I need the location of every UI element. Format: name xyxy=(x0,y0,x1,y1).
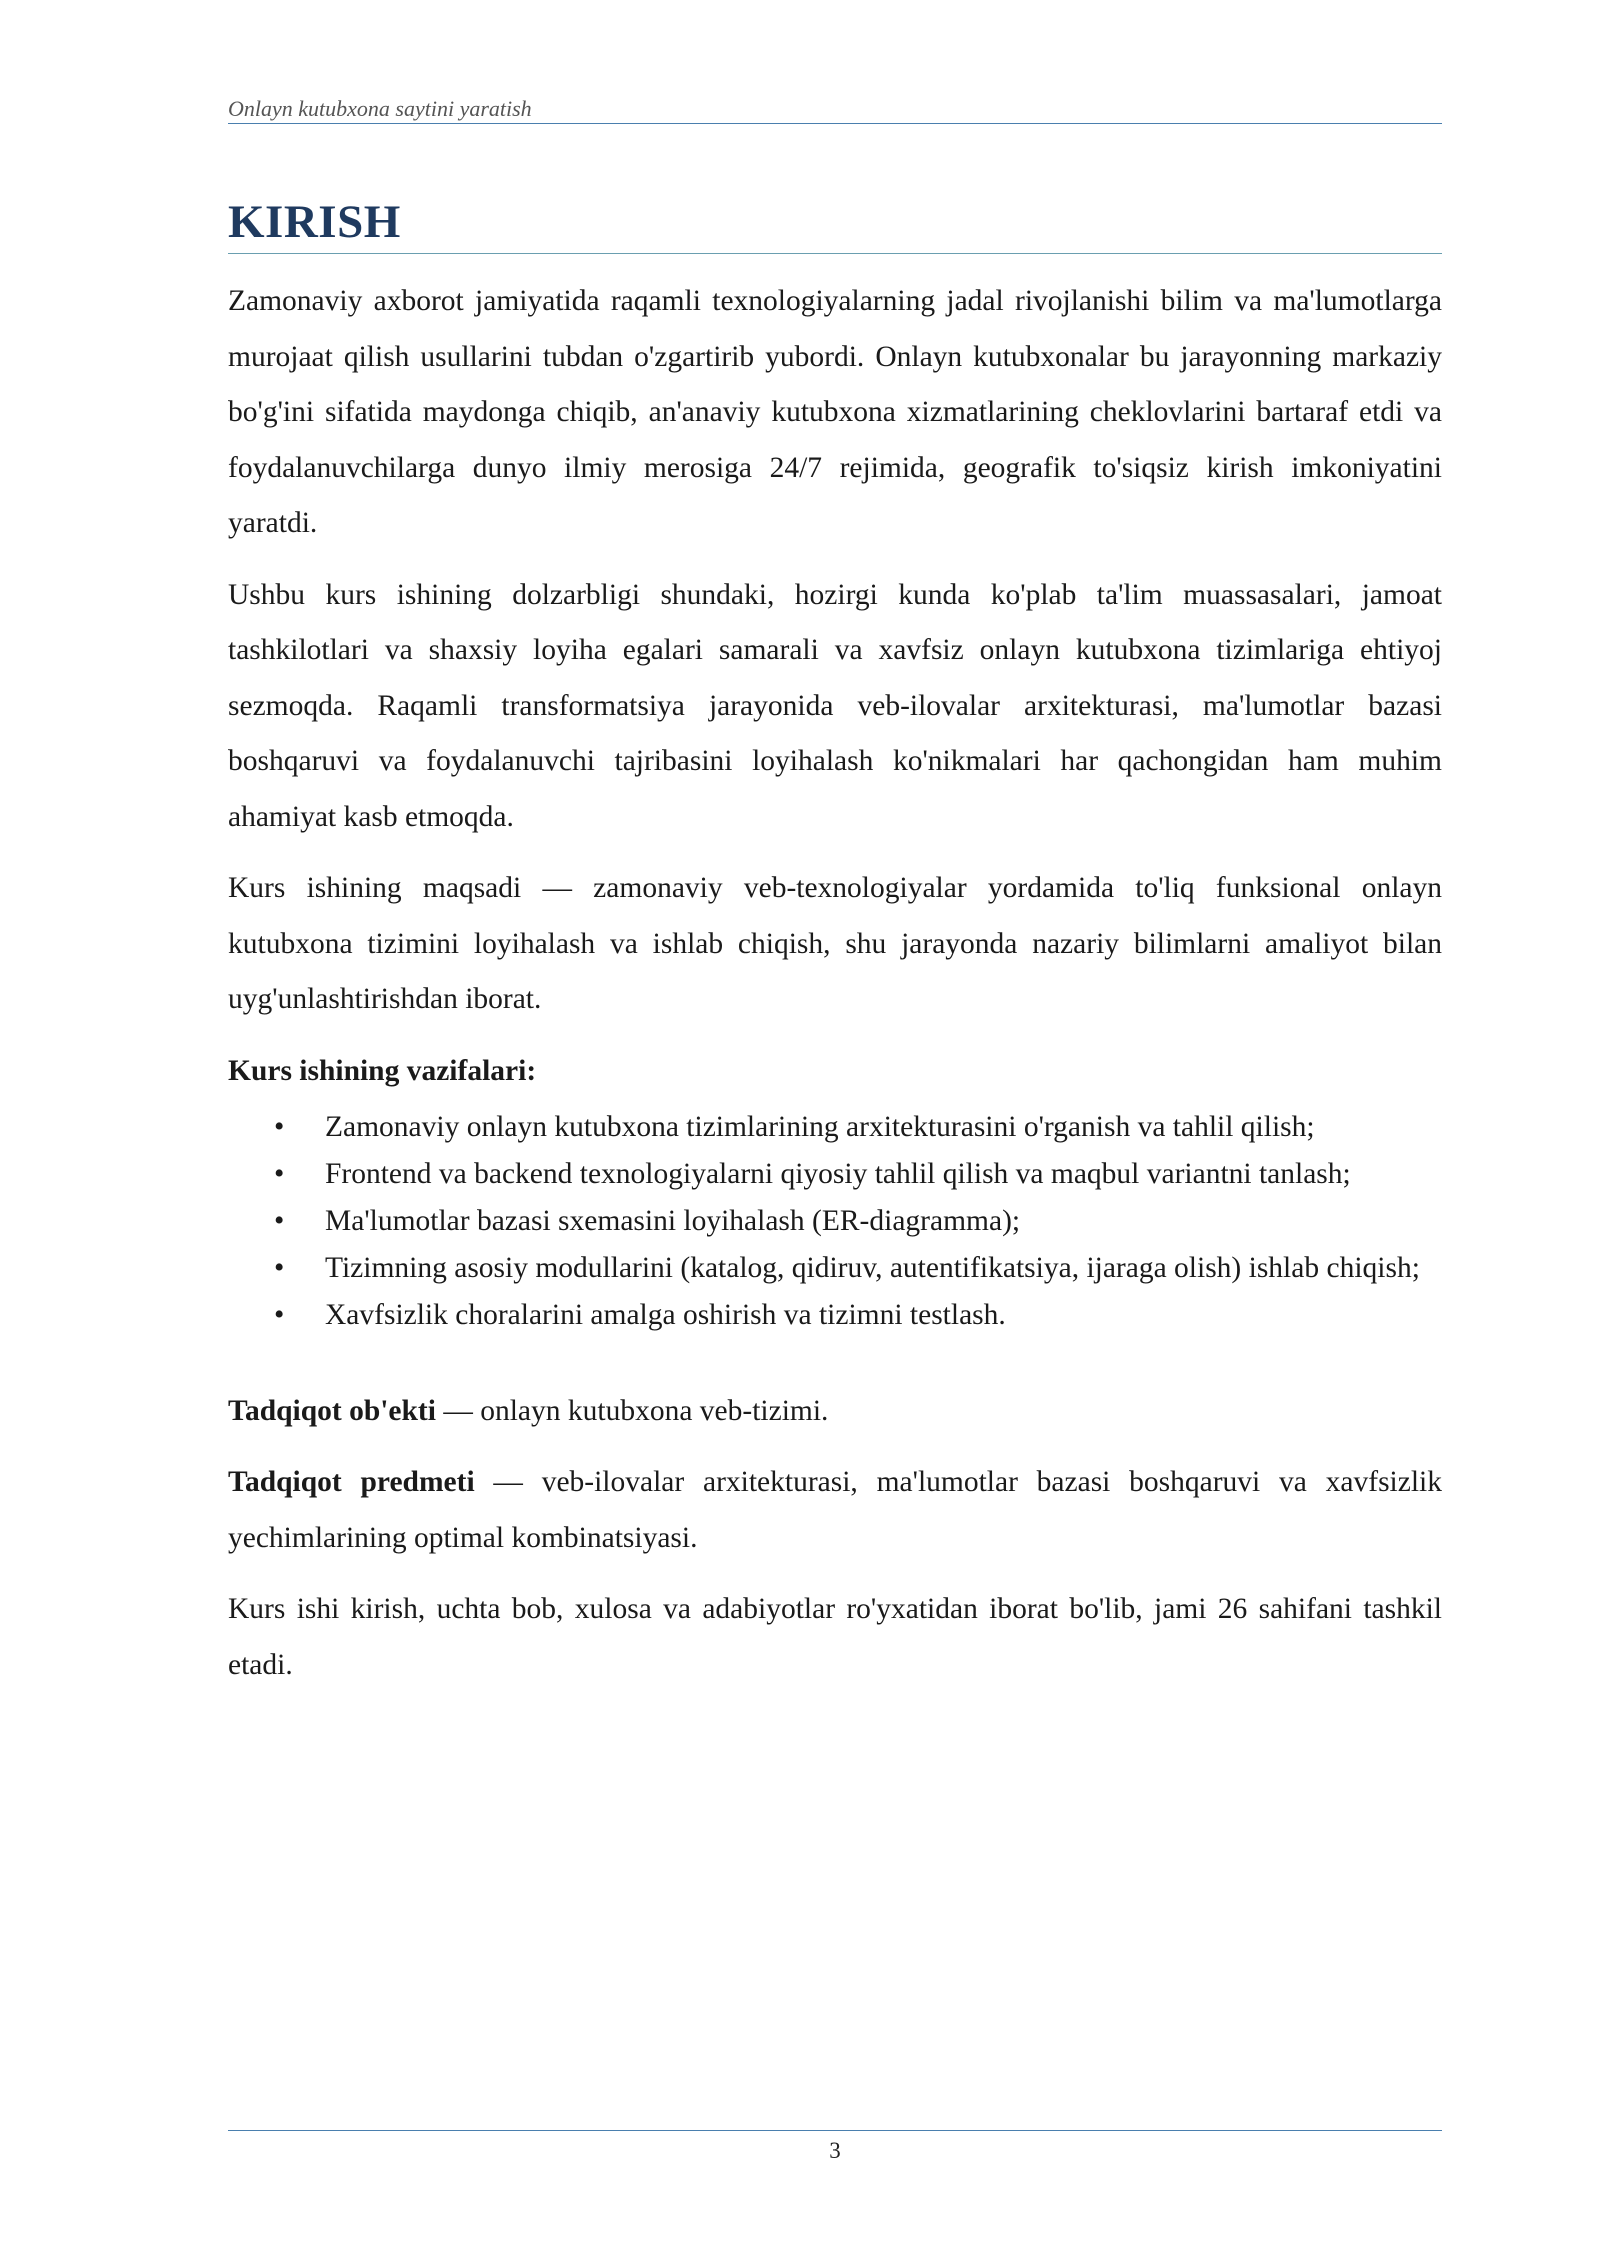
header-rule xyxy=(228,123,1442,124)
list-item xyxy=(228,1156,1442,1193)
list-item xyxy=(228,1203,1442,1240)
paragraph-goal: Kurs ishining maqsadi — zamonaviy veb-texnologiyalar yordamida to'liq funksional onlayn kutubxona tizimini loyihalash va ishlab chiqish, shu jarayonda nazariy bilimlarni amaliyot bilan uyg'unlashtirishdan iborat. xyxy=(228,872,1442,1015)
bullet-icon: • xyxy=(274,1298,285,1331)
bullet-icon: • xyxy=(274,1157,285,1190)
task-list xyxy=(228,1109,1442,1334)
list-item xyxy=(228,1297,1442,1334)
list-item-text: Zamonaviy onlayn kutubxona tizimlarining arxitekturasini o'rganish va tahlil qilish; xyxy=(325,1110,1315,1143)
list-item-text: Xavfsizlik choralarini amalga oshirish va tizimni testlash. xyxy=(325,1298,1006,1331)
list-item xyxy=(228,1109,1442,1146)
list-item xyxy=(228,1250,1442,1287)
list-item-text: Frontend va backend texnologiyalarni qiyosiy tahlil qilish va maqbul variantni tanlash; xyxy=(325,1157,1351,1190)
paragraph-intro: Zamonaviy axborot jamiyatida raqamli texnologiyalarning jadal rivojlanishi bilim va ma'lumotlarga murojaat qilish usullarini tubdan o'zgartirib yubordi. Onlayn kutubxonalar bu jarayonning markaziy bo'g'ini sifatida maydonga chiqib, an'anaviy kutubxona xizmatlarining cheklovlarini bartaraf etdi va foydalanuvchilarga dunyo ilmiy merosiga 24/7 rejimida, geografik to'siqsiz kirish imkoniyatini yaratdi. xyxy=(228,285,1442,539)
document-body xyxy=(228,274,1442,1709)
bullet-icon: • xyxy=(274,1204,285,1237)
tasks-title: Kurs ishining vazifalari: xyxy=(228,1054,537,1087)
research-object-text: — onlayn kutubxona veb-tizimi. xyxy=(435,1394,829,1427)
research-subject-label: Tadqiqot predmeti xyxy=(228,1466,475,1498)
running-header: Onlayn kutubxona saytini yaratish xyxy=(228,96,532,121)
bullet-icon: • xyxy=(274,1251,285,1284)
research-object-label: Tadqiqot ob'ekti xyxy=(228,1394,436,1427)
footer-rule xyxy=(228,2130,1442,2131)
paragraph-research-subject xyxy=(228,1455,1442,1566)
paragraph-structure: Kurs ishi kirish, uchta bob, xulosa va adabiyotlar ro'yxatidan iborat bo'lib, jami 26 sahifani tashkil etadi. xyxy=(228,1593,1442,1681)
page-number: 3 xyxy=(829,2138,841,2163)
list-item-text: Tizimning asosiy modullarini (katalog, qidiruv, autentifikatsiya, ijaraga olish) ishlab chiqish; xyxy=(325,1251,1420,1284)
section-heading: KIRISH xyxy=(228,196,401,248)
paragraph-research-object xyxy=(228,1384,1442,1440)
list-item-text: Ma'lumotlar bazasi sxemasini loyihalash (ER-diagramma); xyxy=(325,1204,1021,1237)
research-subject-text: — veb-ilovalar arxitekturasi, ma'lumotlar bazasi boshqaruvi va xavfsizlik yechimlarining optimal kombinatsiyasi. xyxy=(228,1466,1442,1554)
bullet-icon: • xyxy=(274,1110,285,1143)
heading-rule xyxy=(228,253,1442,254)
paragraph-relevance: Ushbu kurs ishining dolzarbligi shundaki, hozirgi kunda ko'plab ta'lim muassasalari, jamoat tashkilotlari va shaxsiy loyiha egalari samarali va xavfsiz onlayn kutubxona tizimlariga ehtiyoj sezmoqda. Raqamli transformatsiya jarayonida veb-ilovalar arxitekturasi, ma'lumotlar bazasi boshqaruvi va foydalanuvchi tajribasini loyihalash ko'nikmalari har qachongidan ham muhim ahamiyat kasb etmoqda. xyxy=(228,578,1442,833)
